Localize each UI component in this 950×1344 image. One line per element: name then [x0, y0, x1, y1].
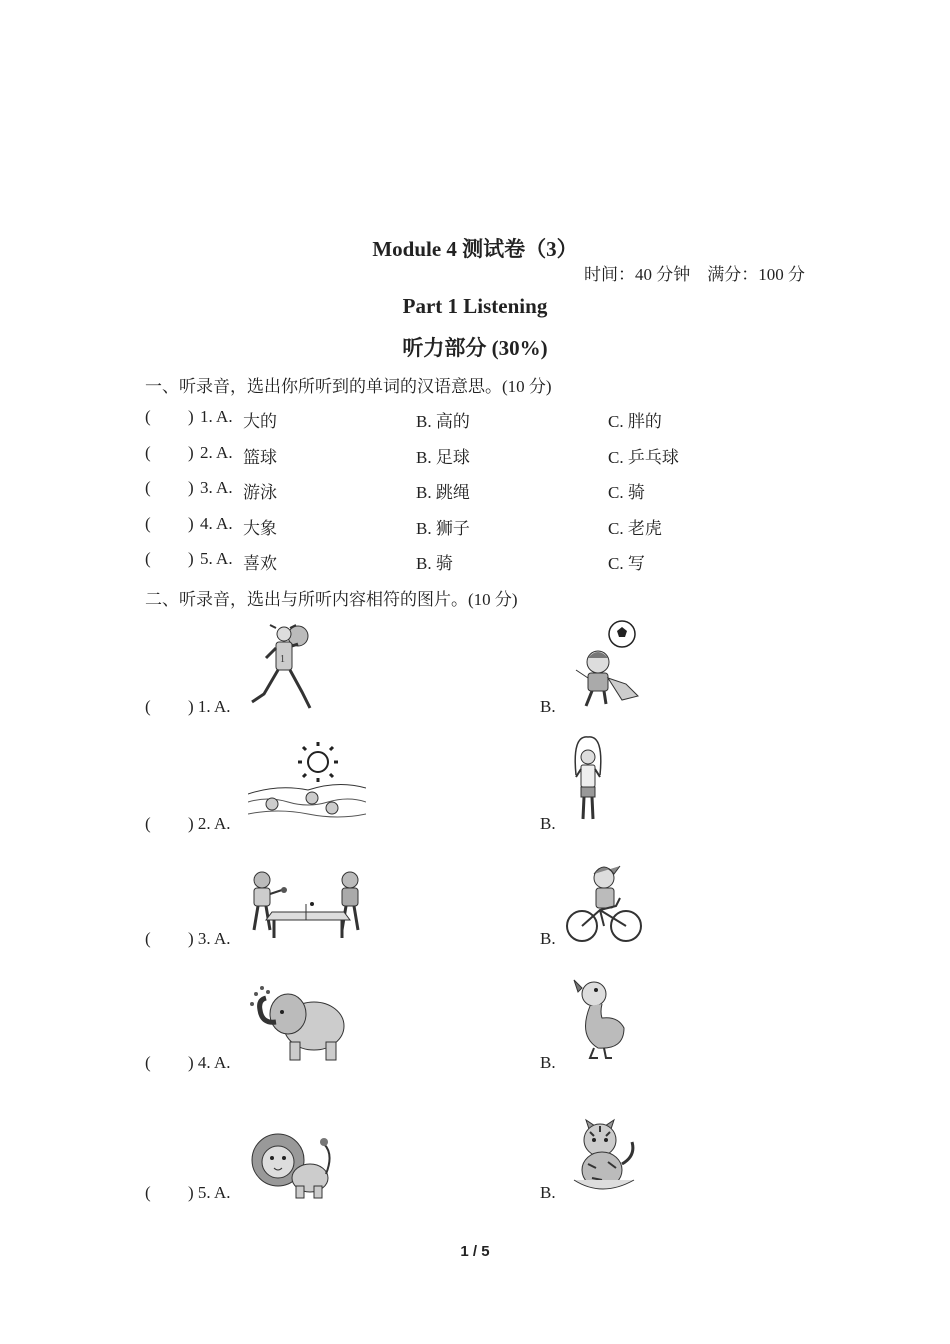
question-number: 3. A.: [200, 478, 233, 497]
answer-paren[interactable]: (: [145, 1183, 151, 1202]
part-title: Part 1 Listening: [402, 294, 548, 318]
tiger-icon[interactable]: [568, 1112, 640, 1198]
answer-paren[interactable]: (: [145, 549, 151, 568]
option-c: C. 骑: [608, 483, 645, 502]
answer-paren[interactable]: (: [145, 1053, 151, 1072]
answer-paren[interactable]: (: [145, 697, 151, 716]
svg-text:1: 1: [280, 654, 285, 665]
elephant-icon[interactable]: [248, 984, 348, 1064]
question-number: ) 1. A.: [188, 697, 231, 716]
time-score-info: 时间：40 分钟 满分：100 分: [584, 265, 805, 284]
question-number: 1. A.: [200, 407, 233, 426]
option-c: C. 乒乓球: [608, 448, 679, 467]
option-b: B. 骑: [416, 554, 453, 573]
option-b-label: B.: [540, 1183, 556, 1202]
ping-pong-players-icon[interactable]: [248, 868, 366, 942]
question-number: 4. A.: [200, 514, 233, 533]
option-b: B. 狮子: [416, 519, 470, 538]
answer-paren[interactable]: (: [145, 514, 151, 533]
page-number: 1 / 5: [460, 1243, 490, 1260]
option-a: 大象: [243, 519, 277, 538]
option-b: B. 足球: [416, 448, 470, 467]
girl-riding-bike-icon[interactable]: [564, 860, 642, 948]
question-number: 2. A.: [200, 443, 233, 462]
option-b-label: B.: [540, 814, 556, 833]
section2-heading: 二、听录音，选出与所听内容相符的图片。(10 分): [145, 590, 518, 609]
answer-paren[interactable]: (: [145, 478, 151, 497]
option-b-label: B.: [540, 929, 556, 948]
boy-skipping-rope-icon[interactable]: [570, 735, 606, 827]
duck-icon[interactable]: [572, 976, 628, 1062]
question-number: ) 3. A.: [188, 929, 231, 948]
option-c: C. 老虎: [608, 519, 662, 538]
answer-paren[interactable]: (: [145, 814, 151, 833]
answer-paren[interactable]: (: [145, 443, 151, 462]
option-b-label: B.: [540, 697, 556, 716]
answer-paren[interactable]: (: [145, 929, 151, 948]
question-number: 5. A.: [200, 549, 233, 568]
answer-paren[interactable]: (: [145, 407, 151, 426]
option-a: 篮球: [243, 448, 277, 467]
children-swimming-icon[interactable]: [248, 742, 366, 822]
option-a: 大的: [243, 412, 277, 431]
option-b-label: B.: [540, 1053, 556, 1072]
boy-football-icon[interactable]: [566, 618, 642, 714]
option-c: C. 写: [608, 554, 645, 573]
part-subtitle: 听力部分 (30%): [402, 336, 548, 360]
question-number: ) 4. A.: [188, 1053, 231, 1072]
option-a: 游泳: [243, 483, 277, 502]
lion-icon[interactable]: [248, 1124, 334, 1200]
section1-heading: 一、听录音，选出你所听到的单词的汉语意思。(10 分): [145, 377, 552, 396]
girl-basketball-icon[interactable]: [246, 622, 316, 714]
question-number: ) 2. A.: [188, 814, 231, 833]
question-number: ) 5. A.: [188, 1183, 231, 1202]
option-b: B. 跳绳: [416, 483, 470, 502]
option-b: B. 高的: [416, 412, 470, 431]
page-title: Module 4 测试卷（3）: [372, 237, 578, 261]
option-a: 喜欢: [243, 554, 277, 573]
option-c: C. 胖的: [608, 412, 662, 431]
